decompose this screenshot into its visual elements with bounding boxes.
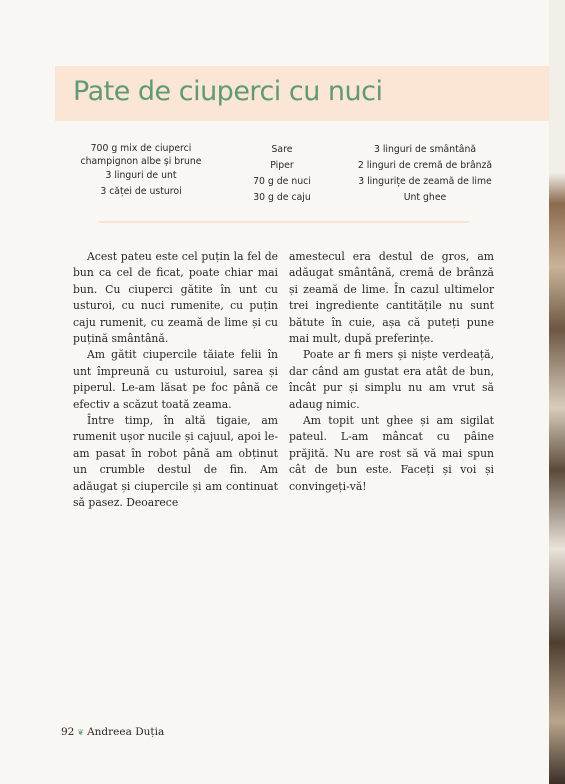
ingredient: 70 g de nuci — [253, 176, 311, 187]
ingredient: Piper — [270, 160, 294, 171]
paragraph: Am topit unt ghee și am sigilat pateul. L-am mâncat cu pâine prăjită. Nu are rost să vă mai spun cât de bun este. Faceți și voi și convingeți-vă! — [289, 414, 494, 493]
ingredient: 3 linguri de smântână — [373, 144, 477, 155]
ingredient: 700 g mix de ciuperci champignon albe și brune — [80, 143, 202, 167]
ingredient: Sare — [271, 144, 293, 155]
recipe-title: Pate de ciuperci cu nuci — [73, 76, 383, 107]
ingredient: 3 linguri de unt — [105, 170, 177, 181]
ingredient: 30 g de caju — [253, 192, 311, 203]
adjacent-page-photo-edge — [549, 0, 565, 784]
ingredient: 3 lingurițe de zeamă de lime — [358, 176, 492, 187]
author-name: Andreea Duția — [87, 726, 165, 738]
ingredients-column-1 — [66, 142, 216, 200]
page-footer — [61, 726, 164, 738]
paragraph: Am gătit ciupercile tăiate felii în unt împreună cu usturoiul, sarea și piperul. Le-am lăsat pe foc până ce efectiv a scăzut toată zeama. — [73, 348, 278, 411]
paragraph: Acest pateu este cel puțin la fel de bun ca cel de ficat, poate chiar mai bun. Cu ciuperci gătite în unt cu usturoi, cu nuci rumenite, cu puțin caju rumenit, cu zeamă de lime și cu puțină smântână. — [73, 250, 278, 346]
ingredients-column-2 — [250, 142, 314, 206]
ingredients-column-3 — [355, 142, 495, 206]
body-text-right-column — [289, 249, 494, 495]
paragraph: Între timp, în altă tigaie, am rumenit ușor nucile și cajuul, apoi le-am pasat în robot până am obținut un crumble destul de fin. Am adăugat și ciupercile și am continuat să pasez. Deoarece — [73, 414, 278, 510]
paragraph: amestecul era destul de gros, am adăugat smântână, cremă de brânză și zeamă de lime. În cazul ultimelor trei ingrediente cantitățile nu sunt bătute în cuie, așa că puteți pune mai mult, după preferințe. — [289, 250, 494, 346]
section-divider — [99, 221, 469, 223]
ingredient: Unt ghee — [403, 192, 447, 203]
paragraph: Poate ar fi mers și niște verdeață, dar când am gustat era atât de bun, încât pur și simplu nu am vrut să adaug nimic. — [289, 348, 494, 411]
page-number: 92 — [61, 726, 75, 738]
body-text-left-column — [73, 249, 278, 512]
ingredient: 3 căței de usturoi — [100, 186, 182, 197]
ingredient: 2 linguri de cremă de brânză — [357, 160, 493, 171]
leaf-icon: ❦ — [77, 728, 85, 737]
